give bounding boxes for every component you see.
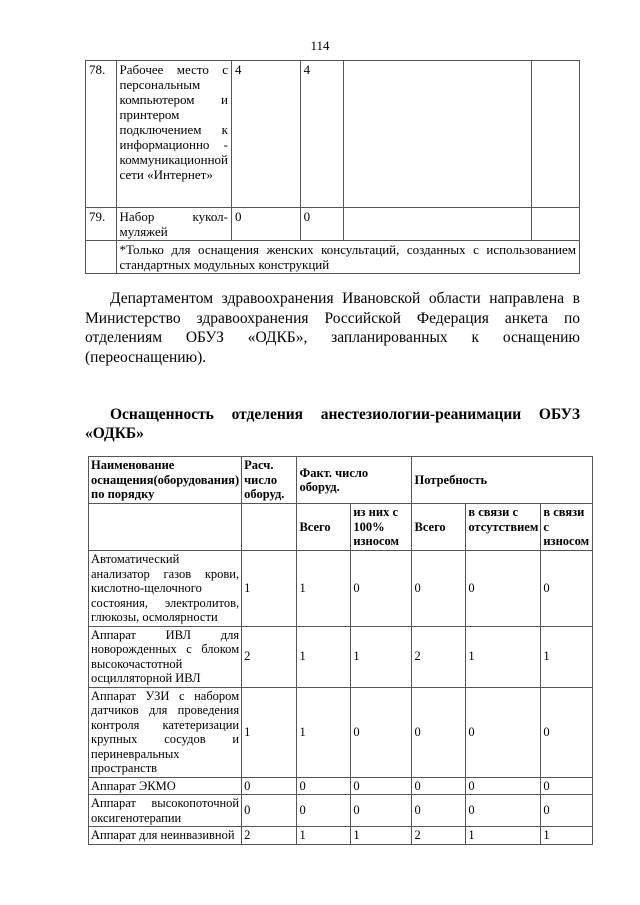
- empty-cell: [531, 61, 579, 208]
- need-total-cell: 0: [412, 795, 466, 827]
- table-footnote: *Только для оснащения женских консультаций, созданных с использованием стандартных модульных конструкций: [116, 241, 579, 274]
- quantity-cell: 4: [232, 61, 301, 208]
- empty-cell: [343, 61, 531, 208]
- empty-cell: [86, 241, 117, 274]
- need-total-cell: 2: [412, 827, 466, 845]
- header-need-total: Всего: [412, 504, 466, 551]
- table-row: [89, 626, 593, 687]
- header-fact: Факт. число оборуд.: [297, 457, 412, 504]
- need-worn-cell: 0: [541, 777, 593, 795]
- table-row: [89, 551, 593, 627]
- equipment-name: Аппарат для неинвазивной: [89, 827, 242, 845]
- need-absent-cell: 1: [466, 626, 541, 687]
- equipment-name: Аппарат ЭКМО: [89, 777, 242, 795]
- fact-total-cell: 0: [297, 777, 351, 795]
- fact-worn-cell: 1: [351, 626, 412, 687]
- equipment-name: Рабочее место с персональным компьютером и принтером подключением к информационно - коммуникационной сети «Интернет»: [116, 61, 231, 208]
- need-total-cell: 0: [412, 687, 466, 777]
- need-worn-cell: 0: [541, 795, 593, 827]
- need-worn-cell: 0: [541, 687, 593, 777]
- need-worn-cell: 1: [541, 827, 593, 845]
- quantity-cell: 0: [232, 208, 301, 241]
- table-row: [86, 61, 580, 208]
- table-header-row: [89, 457, 593, 504]
- need-absent-cell: 0: [466, 687, 541, 777]
- header-calc: Расч. число оборуд.: [242, 457, 297, 504]
- calc-cell: 1: [242, 551, 297, 627]
- equipment-name: Аппарат УЗИ с набором датчиков для проведения контроля катетеризации крупных сосудов и периневральных пространств: [89, 687, 242, 777]
- table-row: [86, 208, 580, 241]
- section-title: Оснащенность отделения анестезиологии-реанимации ОБУЗ «ОДКБ»: [85, 406, 580, 442]
- header-name: Наименование оснащения(оборудования) по порядку: [89, 457, 242, 504]
- need-absent-cell: 0: [466, 795, 541, 827]
- empty-cell: [89, 504, 242, 551]
- table-row: [89, 777, 593, 795]
- header-need-worn: в связи с износом: [541, 504, 593, 551]
- header-need: Потребность: [412, 457, 593, 504]
- need-absent-cell: 1: [466, 827, 541, 845]
- need-total-cell: 2: [412, 626, 466, 687]
- header-fact-total: Всего: [297, 504, 351, 551]
- empty-cell: [343, 208, 531, 241]
- need-total-cell: 0: [412, 551, 466, 627]
- calc-cell: 0: [242, 795, 297, 827]
- table-row: [89, 827, 593, 845]
- quantity-cell: 0: [300, 208, 343, 241]
- need-worn-cell: 1: [541, 626, 593, 687]
- row-number: 79.: [86, 208, 117, 241]
- need-absent-cell: 0: [466, 551, 541, 627]
- fact-worn-cell: 0: [351, 777, 412, 795]
- equipment-list-table-continuation: [85, 60, 580, 274]
- table-note-row: [86, 241, 580, 274]
- calc-cell: 1: [242, 687, 297, 777]
- need-absent-cell: 0: [466, 777, 541, 795]
- header-fact-worn: из них с 100% износом: [351, 504, 412, 551]
- header-need-absent: в связи с отсутствием: [466, 504, 541, 551]
- calc-cell: 2: [242, 626, 297, 687]
- need-total-cell: 0: [412, 777, 466, 795]
- equipment-name: Аппарат высокопоточной оксигенотерапии: [89, 795, 242, 827]
- empty-cell: [242, 504, 297, 551]
- fact-worn-cell: 1: [351, 827, 412, 845]
- calc-cell: 2: [242, 827, 297, 845]
- quantity-cell: 4: [300, 61, 343, 208]
- fact-worn-cell: 0: [351, 687, 412, 777]
- equipment-name: Аппарат ИВЛ для новорожденных с блоком высокочастотной осцилляторной ИВЛ: [89, 626, 242, 687]
- equipment-name: Набор кукол-муляжей: [116, 208, 231, 241]
- fact-total-cell: 1: [297, 551, 351, 627]
- page-number: 114: [310, 38, 330, 53]
- fact-total-cell: 1: [297, 827, 351, 845]
- calc-cell: 0: [242, 777, 297, 795]
- table-row: [89, 687, 593, 777]
- fact-total-cell: 0: [297, 795, 351, 827]
- equipment-name: Автоматический анализатор газов крови, кислотно-щелочного состояния, электролитов, глюкозы, осмолярности: [89, 551, 242, 627]
- fact-total-cell: 1: [297, 687, 351, 777]
- fact-total-cell: 1: [297, 626, 351, 687]
- table-subheader-row: [89, 504, 593, 551]
- fact-worn-cell: 0: [351, 795, 412, 827]
- row-number: 78.: [86, 61, 117, 208]
- table-row: [89, 795, 593, 827]
- need-worn-cell: 0: [541, 551, 593, 627]
- empty-cell: [531, 208, 579, 241]
- body-paragraph: Департаментом здравоохранения Ивановской области направлена в Министерство здравоохранения Российской Федерация анкета по отделениям ОБУЗ «ОДКБ», запланированных к оснащению (переоснащению).: [85, 290, 580, 366]
- anesthesiology-equipment-table: [88, 456, 593, 845]
- fact-worn-cell: 0: [351, 551, 412, 627]
